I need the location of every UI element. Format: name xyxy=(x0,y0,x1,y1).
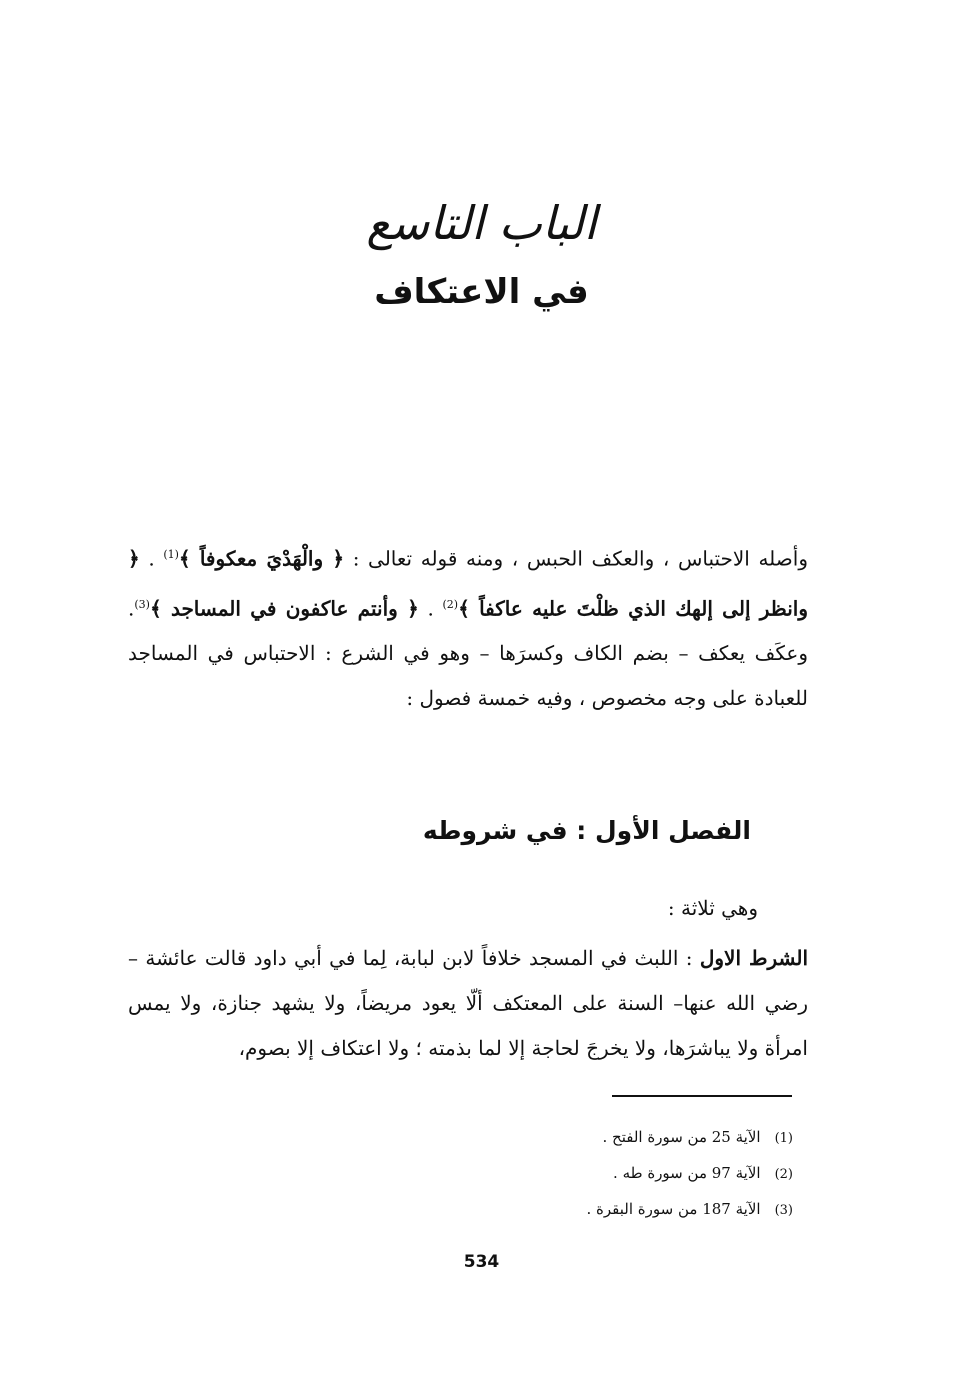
page-number: 534 xyxy=(463,1252,500,1272)
footnote-ref-1: (1) xyxy=(163,548,179,561)
footnote-item xyxy=(587,1120,794,1156)
intro-paragraph xyxy=(128,532,808,721)
footnote-ref-2: (2) xyxy=(442,597,459,611)
footnote-divider xyxy=(612,1095,792,1097)
section-heading: الفصل الأول : في شروطه xyxy=(422,816,751,845)
intro-text-1: وأصله الاحتباس ، والعكف الحبس ، ومنه قوله تعالى : xyxy=(344,546,808,571)
footnote-item xyxy=(587,1192,794,1228)
footnote-number: (1) xyxy=(774,1131,793,1146)
chapter-subtitle: في الاعتكاف xyxy=(374,272,589,312)
intro-text-2: . xyxy=(139,546,164,571)
footnote-number: (2) xyxy=(774,1167,793,1182)
footnotes xyxy=(587,1120,794,1228)
condition-lead: الشرط الاول xyxy=(699,946,808,970)
conditions-intro: وهي ثلاثة : xyxy=(667,896,758,920)
first-condition-paragraph xyxy=(128,936,808,1071)
quran-quote-3: ﴿ وأنتم عاكفون في المساجد ﴾ xyxy=(149,596,419,621)
footnote-text: الآية 25 من سورة الفتح . xyxy=(602,1128,761,1146)
footnote-item xyxy=(587,1156,794,1192)
condition-text: : اللبث في المسجد خلافاً لابن لبابة، لِما في أبي داود قالت عائشة –رضي الله عنها– السنة على المعتكف ألّا يعود مريضاً، ولا يشهد جنازة، ولا يمس امرأة ولا يباشرَها، ولا يخرجَ لحاجة إلا لما بذمته ؛ ولا اعتكاف إلا بصوم، xyxy=(128,946,808,1060)
footnote-ref-3: (3) xyxy=(134,597,150,611)
footnote-text: الآية 97 من سورة طه . xyxy=(613,1164,761,1182)
footnote-text: الآية 187 من سورة البقرة . xyxy=(586,1200,761,1218)
quran-quote-1: ﴿ والْهَدْيَ معكوفاً ﴾ xyxy=(178,546,345,571)
intro-text-3: . xyxy=(418,596,443,621)
chapter-title: الباب التاسع xyxy=(366,196,597,250)
quran-quote-2: ﴿ وانظر إلى إلهك الذي ظلْتَ عليه عاكفاً ﴾ xyxy=(128,546,808,621)
intro-text-4: . وعكَف يعكف – بضم الكاف وكسرَها – وهو في الشرع : الاحتباس في المساجد للعبادة على وجه مخصوص ، وفيه خمسة فصول : xyxy=(128,596,808,711)
footnote-number: (3) xyxy=(774,1203,793,1218)
